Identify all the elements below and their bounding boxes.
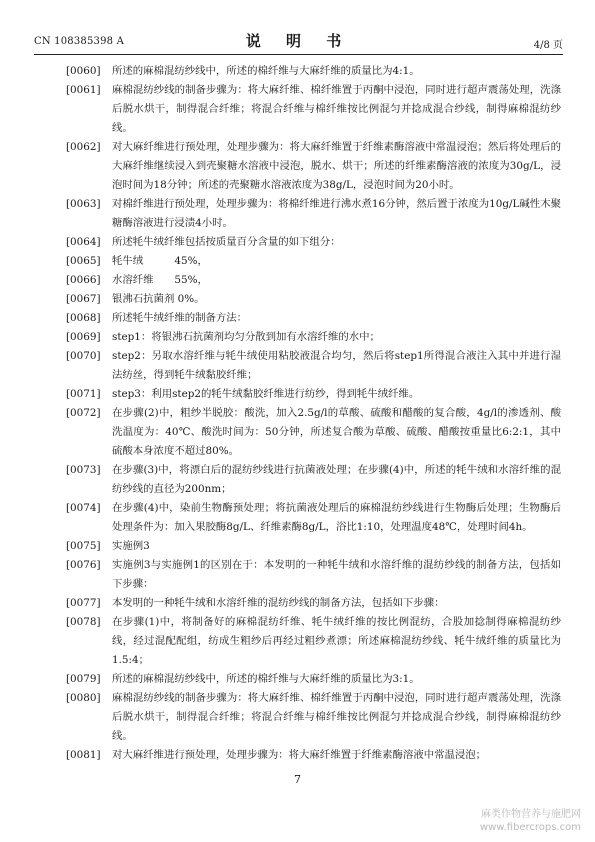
paragraph-text: step1：将银沸石抗菌剂均匀分散到加有水溶纤维的水中； [112, 331, 380, 343]
paragraph-text: 实施例3与实施例1的区别在于：本发明的一种牦牛绒和水溶纤维的混纺纱线的制备方法，包括如下步骤： [112, 559, 561, 590]
paragraph-text: 在步骤(2)中，粗纱半脱胶：酸洗，加入2.5g/l的草酸、硫酸和醋酸的复合酸，4g/l的渗透剂、酸洗温度为：40℃、酸洗时间为：50分钟，所述复合酸为草酸、硫酸、醋酸按重量比6:2:1，其中硫酸本身浓度不超过80%。 [112, 407, 561, 457]
paragraph [66, 328, 561, 347]
paragraph [66, 670, 561, 689]
document-body [66, 62, 561, 765]
paragraph [66, 271, 561, 290]
paragraph-number: [0076] [66, 559, 101, 571]
page-header [34, 30, 563, 54]
paragraph [66, 613, 561, 670]
paragraph-number: [0067] [66, 293, 101, 305]
paragraph-number: [0064] [66, 236, 101, 248]
paragraph-number: [0065] [66, 255, 101, 267]
paragraph-text: step3：利用step2的牦牛绒黏胶纤维进行纺纱，得到牦牛绒纤维。 [112, 388, 420, 400]
paragraph-text: 对棉纤维进行预处理，处理步骤为：将棉纤维进行沸水煮16分钟，然后置于浓度为10g/L碱性木聚糖酶溶液进行浸渍4小时。 [112, 198, 561, 229]
page-footer [0, 773, 595, 786]
paragraph-text: 牦牛绒 45%， [112, 255, 208, 267]
paragraph-text: 麻棉混纺纱线的制备步骤为：将大麻纤维、棉纤维置于丙酮中浸泡，同时进行超声震荡处理，洗涤后脱水烘干，制得混合纤维；将混合纤维与棉纤维按比例混匀并捻成混合纱线，制得麻棉混纺纱线。 [112, 692, 561, 742]
paragraph [66, 385, 561, 404]
paragraph-number: [0066] [66, 274, 101, 286]
paragraph [66, 556, 561, 594]
paragraph-number: [0081] [66, 749, 101, 761]
watermark [480, 808, 581, 834]
paragraph-number: [0062] [66, 141, 101, 153]
paragraph-number: [0068] [66, 312, 101, 324]
watermark-url: www.fibercrops.com [479, 822, 581, 833]
paragraph [66, 81, 561, 138]
paragraph-text: 在步骤(4)中，染前生物酶预处理；将抗菌液处理后的麻棉混纺纱线进行生物酶后处理；生物酶后处理条件为：加入果胶酶8g/L、纤维素酶8g/L，浴比1:10，处理温度48℃，处理时间4h。 [112, 502, 561, 533]
paragraph [66, 195, 561, 233]
paragraph-text: 所述牦牛绒纤维的制备方法： [112, 312, 248, 324]
paragraph-text: step2：另取水溶纤维与牦牛绒使用粘胶液混合均匀，然后将step1所得混合液注入其中并进行湿法纺丝，得到牦牛绒黏胶纤维； [112, 350, 561, 381]
paragraph-number: [0061] [66, 84, 101, 96]
paragraph [66, 689, 561, 746]
paragraph-number: [0078] [66, 616, 101, 628]
paragraph-number: [0079] [66, 673, 101, 685]
paragraph-number: [0075] [66, 540, 101, 552]
paragraph-number: [0069] [66, 331, 101, 343]
paragraph-text: 对大麻纤维进行预处理，处理步骤为：将大麻纤维置于纤维素酶溶液中常温浸泡； [112, 749, 487, 761]
paragraph [66, 252, 561, 271]
paragraph-number: [0070] [66, 350, 101, 362]
paragraph-text: 银沸石抗菌剂 0%。 [112, 293, 205, 305]
paragraph-text: 对大麻纤维进行预处理，处理步骤为：将大麻纤维置于纤维素酶溶液中常温浸泡；然后将处理后的大麻纤维继续浸入到壳聚糖水溶液中浸泡，脱水、烘干；所述的纤维素酶溶液的浓度为30g/L，浸泡时间为18分钟；所述的壳聚糖水溶液浓度为38g/L，浸泡时间为20小时。 [112, 141, 561, 191]
paragraph-text: 本发明的一种牦牛绒和水溶纤维的混纺纱线的制备方法，包括如下步骤： [112, 597, 445, 609]
paragraph-number: [0063] [66, 198, 101, 210]
paragraph-text: 在步骤(3)中，将漂白后的混纺纱线进行抗菌液处理；在步骤(4)中，所述的牦牛绒和水溶纤维的混纺纱线的直径为200nm； [112, 464, 561, 495]
paragraph-text: 所述的麻棉混纺纱线中，所述的棉纤维与大麻纤维的质量比为3:1。 [112, 673, 420, 685]
paragraph-number: [0077] [66, 597, 101, 609]
paragraph [66, 290, 561, 309]
paragraph-text: 在步骤(1)中，将制备好的麻棉混纺纤维、牦牛绒纤维的按比例混纺，合股加捻制得麻棉混纺纱线，经过混配配组，纺成生粗纱后再经过粗纱煮漂；所述麻棉混纺纱线、牦牛绒纤维的质量比为1.5:4； [112, 616, 561, 666]
paragraph-number: [0074] [66, 502, 101, 514]
paragraph-number: [0060] [66, 65, 101, 77]
paragraph [66, 138, 561, 195]
paragraph [66, 594, 561, 613]
paragraph-text: 所述牦牛绒纤维包括按质量百分含量的如下组分： [112, 236, 341, 248]
paragraph [66, 233, 561, 252]
watermark-title: 麻类作物营养与施肥网 [481, 809, 581, 820]
paragraph [66, 499, 561, 537]
paragraph [66, 347, 561, 385]
paragraph [66, 746, 561, 765]
paragraph-number: [0080] [66, 692, 101, 704]
paragraph [66, 404, 561, 461]
paragraph-number: [0073] [66, 464, 101, 476]
page-indicator: 4/8 页 [533, 40, 563, 51]
paragraph [66, 309, 561, 328]
paragraph [66, 537, 561, 556]
paragraph [66, 461, 561, 499]
document-title: 说 明 书 [245, 32, 352, 50]
page-number: 7 [294, 773, 301, 786]
paragraph-number: [0071] [66, 388, 101, 400]
patent-number: CN 108385398 A [34, 36, 125, 47]
header-rule [34, 54, 563, 55]
paragraph-text: 实施例3 [112, 540, 150, 552]
paragraph-number: [0072] [66, 407, 101, 419]
paragraph-text: 麻棉混纺纱线的制备步骤为：将大麻纤维、棉纤维置于丙酮中浸泡，同时进行超声震荡处理，洗涤后脱水烘干，制得混合纤维；将混合纤维与棉纤维按比例混匀并捻成混合纱线，制得麻棉混纺纱线。 [112, 84, 561, 134]
paragraph-text: 水溶纤维 55%， [112, 274, 208, 286]
paragraph-text: 所述的麻棉混纺纱线中，所述的棉纤维与大麻纤维的质量比为4:1。 [112, 65, 420, 77]
paragraph [66, 62, 561, 81]
